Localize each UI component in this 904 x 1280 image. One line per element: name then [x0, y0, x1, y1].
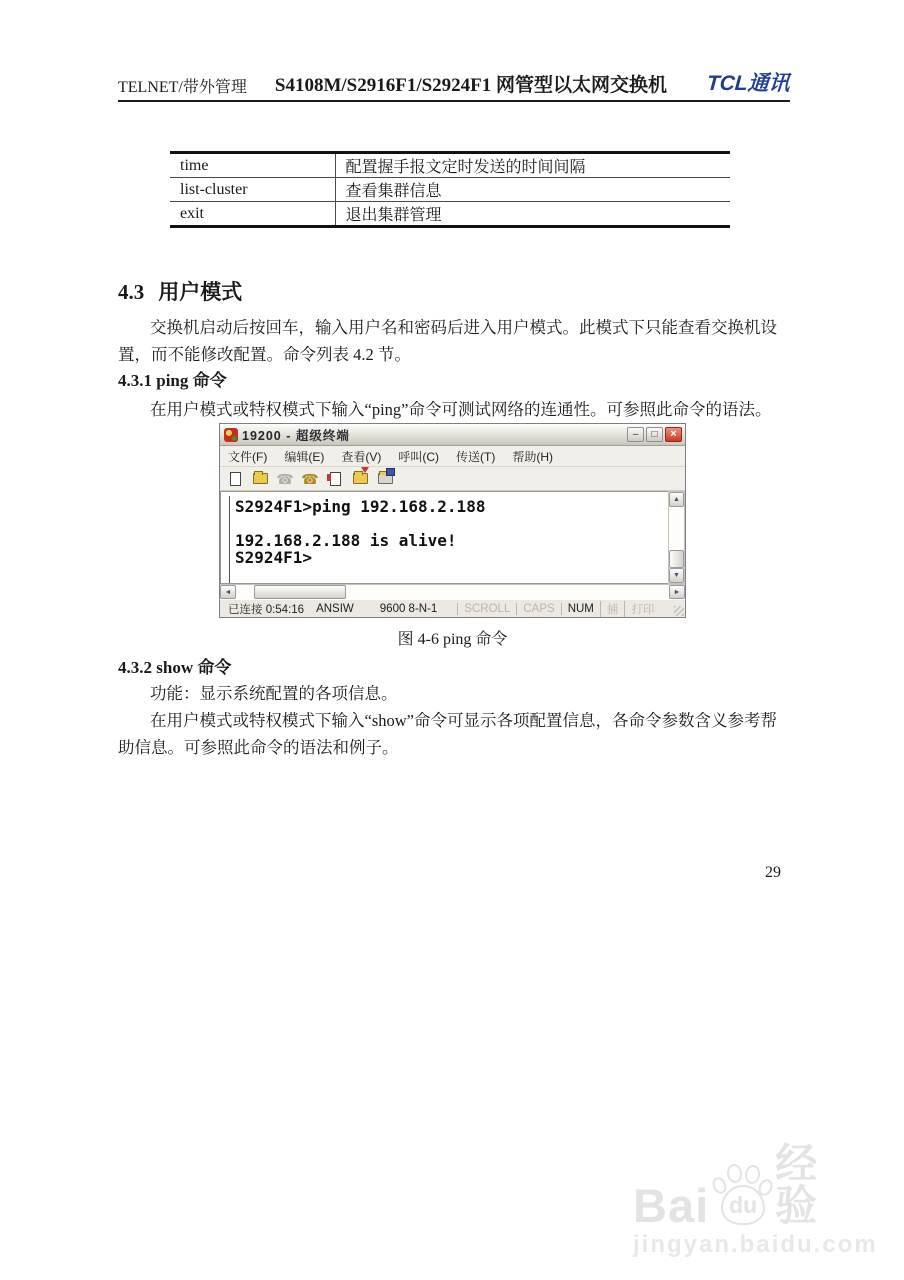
vertical-scroll-thumb[interactable] [669, 550, 684, 568]
terminal-output-line: S2924F1>ping 192.168.2.188 [235, 497, 486, 516]
description-cell: 查看集群信息 [335, 178, 730, 202]
paragraph-line: 交换机启动后按回车，输入用户名和密码后进入用户模式。此模式下只能查看交换机设 [150, 318, 777, 337]
vertical-scrollbar[interactable] [668, 491, 685, 584]
table-row [170, 178, 730, 202]
paragraph-line: 在用户模式或特权模式下输入“ping”命令可测试网络的连通性。可参照此命令的语法。 [150, 400, 772, 419]
terminal-statusbar [220, 599, 685, 617]
terminal-output-line: S2924F1> [235, 548, 313, 567]
page-number: 29 [765, 864, 781, 881]
paragraph-line: 助信息。可参照此命令的语法和例子。 [118, 738, 399, 757]
section-title: 用户模式 [158, 280, 243, 304]
watermark-du-text: du [729, 1191, 758, 1218]
section-heading-4-3-2: 4.3.2 show 命令 [118, 658, 232, 677]
scroll-left-icon[interactable]: ◄ [220, 585, 236, 599]
status-port-settings: 9600 8-N-1 [379, 602, 438, 615]
command-cell: list-cluster [170, 178, 335, 202]
menu-call[interactable]: 呼叫(C) [398, 449, 439, 464]
command-cell: exit [170, 202, 335, 227]
command-table [170, 151, 730, 228]
menu-view[interactable]: 查看(V) [341, 449, 382, 464]
scroll-right-icon[interactable]: ► [669, 585, 685, 599]
section-number: 4.3 [118, 280, 145, 304]
open-connection-icon[interactable] [252, 471, 268, 487]
horizontal-scroll-thumb[interactable] [254, 585, 346, 599]
terminal-toolbar [220, 467, 685, 491]
page-header [118, 74, 790, 102]
watermark-url: jingyan.baidu.com [633, 1231, 878, 1258]
description-cell: 退出集群管理 [345, 207, 442, 224]
terminal-content-area [220, 491, 685, 584]
status-emulation: ANSIW [316, 602, 354, 615]
table-row [170, 202, 730, 227]
scroll-down-icon[interactable]: ▼ [669, 568, 684, 583]
baidu-jingyan-watermark [633, 1140, 878, 1259]
close-button[interactable]: × [665, 427, 682, 442]
menu-transfer[interactable]: 传送(T) [456, 449, 496, 464]
terminal-output-line: 192.168.2.188 is alive! [235, 531, 457, 550]
section-heading-4-3-1: 4.3.1 ping 命令 [118, 371, 227, 390]
terminal-titlebar[interactable] [220, 424, 685, 446]
terminal-screen[interactable] [220, 491, 668, 584]
terminal-output-line [235, 515, 668, 532]
horizontal-scrollbar[interactable] [220, 584, 685, 599]
watermark-bai-text: Bai [633, 1178, 710, 1232]
terminal-window-title: 19200 - 超级终端 [242, 428, 350, 443]
status-scroll-lock: SCROLL [457, 603, 516, 615]
table-row [170, 153, 730, 178]
maximize-button[interactable]: □ [646, 427, 663, 442]
status-connected: 已连接 0:54:16 [228, 603, 305, 616]
properties-icon[interactable] [377, 471, 393, 487]
send-file-icon[interactable] [327, 471, 343, 487]
menu-edit[interactable]: 编辑(E) [284, 449, 325, 464]
header-product-title: S4108M/S2916F1/S2924F1 网管型以太网交换机 [274, 75, 668, 96]
command-cell: time [170, 153, 335, 178]
vertical-scroll-track[interactable] [669, 507, 684, 568]
new-connection-icon[interactable] [227, 471, 243, 487]
paragraph-line: 置，而不能修改配置。命令列表 4.2 节。 [118, 345, 411, 364]
baidu-paw-icon [711, 1163, 773, 1227]
menu-help[interactable]: 帮助(H) [512, 449, 553, 464]
section-heading-4-3 [118, 276, 242, 306]
status-capture: 捕 [600, 601, 625, 617]
status-num-lock: NUM [561, 603, 600, 615]
paragraph-line: 在用户模式或特权模式下输入“show”命令可显示各项配置信息，各命令参数含义参考帮 [150, 711, 777, 730]
watermark-jingyan-text: 经验 [775, 1140, 820, 1229]
status-print-echo: 打印 [624, 601, 660, 617]
receive-file-icon[interactable] [352, 471, 368, 487]
call-icon[interactable]: ☎ [301, 470, 319, 487]
terminal-menubar [220, 446, 685, 467]
disconnect-icon[interactable]: ☎ [276, 470, 294, 487]
figure-caption: 图 4-6 ping 命令 [397, 631, 508, 648]
resize-grip[interactable] [674, 606, 684, 616]
scroll-up-icon[interactable]: ▲ [669, 492, 684, 507]
header-section-label: TELNET/带外管理 [118, 79, 247, 96]
minimize-button[interactable]: – [627, 427, 644, 442]
description-cell: 配置握手报文定时发送的时间间隔 [335, 153, 730, 178]
horizontal-scroll-track[interactable] [236, 585, 669, 599]
hyperterminal-window [219, 423, 686, 618]
tcl-logo: TCL通讯 [706, 72, 791, 95]
paragraph-line: 功能：显示系统配置的各项信息。 [150, 684, 398, 703]
hyperterminal-app-icon [224, 428, 238, 442]
menu-file[interactable]: 文件(F) [228, 449, 268, 464]
status-caps-lock: CAPS [516, 603, 560, 615]
